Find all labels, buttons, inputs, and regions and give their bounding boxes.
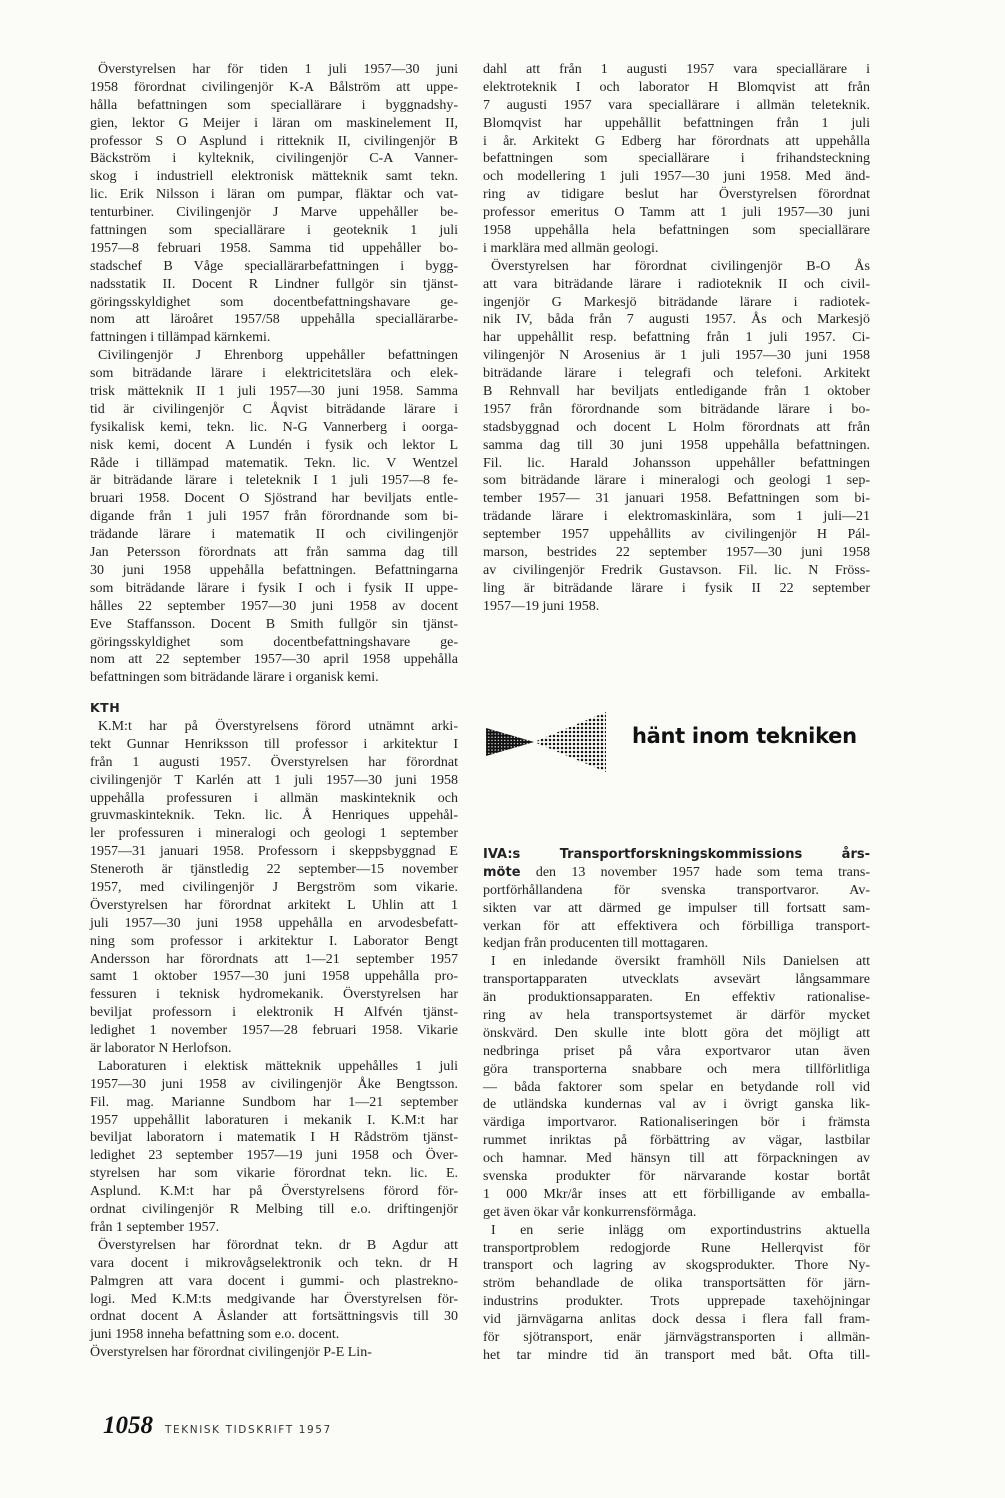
text-line: september 1957 uppehållits av civilingenjör H Pál- — [483, 527, 870, 543]
text-line: ordnat docent A Åslander att fortsättningsvis till 30 — [90, 1309, 458, 1325]
left-column-top-text — [90, 61, 458, 687]
text-line: transportapparaten utvecklats avsevärt långsammare — [483, 972, 870, 988]
text-line: verkan för att effektivera och förbilliga transport- — [483, 918, 870, 934]
text-line: ledighet 1 november 1957—28 februari 1958. Vikarie — [90, 1023, 458, 1039]
text-line: tember 1957— 31 januari 1958. Befattningen som bi- — [483, 491, 870, 507]
text-line: Bäckström i kylteknik, civilingenjör C-A Vanner- — [90, 151, 458, 167]
text-line: kedjan från producenten till mottagaren. — [483, 936, 709, 952]
text-line: vara docent i mikrovågselektronik och tekn. dr H — [90, 1255, 458, 1271]
text-line: stadschef B Våge speciallärarbefattningen i bygg- — [90, 258, 458, 274]
page-footer — [103, 1412, 332, 1440]
text-line: vid järnvägarna anlitas dock dessa i flera fall fram- — [483, 1312, 870, 1328]
page-number: 1058 — [103, 1412, 153, 1439]
text-line: sikten var att därmed ge impulser till fortsatt sam- — [483, 900, 870, 916]
text-line: ler professuren i mineralogi och geologi 1 september — [90, 826, 458, 842]
text-line: tid är civilingenjör C Åqvist biträdande lärare i — [90, 401, 458, 417]
paragraph — [90, 61, 458, 347]
text-line: ingenjör G Markesjö biträdande lärare i radiotek- — [483, 294, 870, 310]
text-line: 1958 uppehålla hela befattningen som speciallärare — [483, 223, 870, 239]
text-line: i marklära med allmän geologi. — [483, 240, 659, 256]
text-line: 1957—31 januari 1958. Professorn i skeppsbyggnad E — [90, 844, 458, 860]
text-line: gruvmaskinteknik. Tekn. lic. Å Henriques uppehål- — [90, 808, 458, 824]
text-line: göra transporterna snabbare och mera tillförlitliga — [483, 1061, 870, 1077]
text-line: Laboraturen i elektisk mätteknik uppehålles 1 juli — [98, 1058, 458, 1074]
text-line: transportproblem redogjorde Rune Hellerqvist för — [483, 1240, 870, 1256]
text-line: logi. Med K.M:ts medgivande har Överstyrelsen för- — [90, 1291, 458, 1307]
text-line: nom att 22 september 1957—30 april 1958 uppehålla — [90, 652, 458, 668]
text-line: 1957 från förordnande som biträdande lärare i bo- — [483, 401, 870, 417]
text-line: industrins produkter. Trots upprepade taxehöjningar — [483, 1294, 870, 1310]
text-line: ling är biträdande lärare i fysik II 22 september — [483, 580, 870, 596]
text-line: 1957—8 februari 1958. Samma tid uppehåller bo- — [90, 240, 458, 256]
text-line: gien, lektor G Meijer i läran om maskinelement II, — [90, 115, 458, 131]
text-line: och modellering 1 juli 1957—30 juni 1958. Med änd- — [483, 169, 870, 185]
text-line: bruari 1958. Docent O Sjöstrand har beviljats entle- — [90, 491, 458, 507]
text-line: för sjötransport, enär järnvägstransporten i allmän- — [483, 1330, 870, 1346]
text-line: och hamnar. Med hänsyn till att förpackningen av — [483, 1151, 870, 1167]
text-line: Fil. mag. Marianne Sundbom har 1—21 september — [90, 1094, 458, 1110]
text-line: digande från 1 juli 1957 från förordnande som bi- — [90, 509, 458, 525]
text-line: K.M:t har på Överstyrelsens förord utnämnt arki- — [98, 719, 458, 734]
text-line: uppehålla professuren i allmän maskinteknik och — [90, 790, 458, 806]
text-line: att vara biträdande lärare i radioteknik II och civil- — [483, 276, 870, 292]
text-line: — båda faktorer som spelar en betydande roll vid — [483, 1079, 870, 1095]
text-line: 7 augusti 1957 vara speciallärare i allmän teleteknik. — [483, 97, 870, 113]
text-line: juni 1958 inneha befattning som e.o. docent. — [90, 1327, 340, 1343]
paragraph — [90, 718, 458, 1058]
text-line: värdiga importvaror. Rationaliseringen bör i främsta — [483, 1115, 870, 1131]
text-line: fattningen i tillämpad kärnkemi. — [90, 330, 271, 346]
text-line: I en inledande översikt framhöll Nils Danielsen att — [491, 954, 870, 970]
text-line: ström behandlade de olika transportsätten för järn- — [483, 1276, 870, 1292]
text-line: nik IV, båda från 7 augusti 1957. Ås och Markesjö — [483, 312, 870, 328]
paragraph — [483, 1222, 870, 1365]
text-line: 30 juni 1958 uppehålla befattningen. Befattningarna — [90, 562, 458, 578]
text-line: Asplund. K.M:t har på Överstyrelsens förord för- — [90, 1184, 458, 1200]
text-line: som biträdande lärare i mineralogi och geologi 1 sep- — [483, 473, 870, 489]
text-line: 1957—30 juni 1958 av civilingenjör Åke Bengtsson. — [90, 1076, 458, 1092]
text-line: elektroteknik I och laborator H Blomqvist att från — [483, 79, 870, 95]
text-line: professor emeritus O Tamm att 1 juli 1957—30 juni — [483, 205, 870, 221]
text-line: nom att läroåret 1957/58 uppehålla speciallärarbe- — [90, 312, 458, 328]
text-line: stadsbyggnad och docent L Holm förordnats att från — [483, 419, 870, 435]
text-line: har uppehållit resp. befattning från 1 juli 1957. Ci- — [483, 330, 870, 346]
text-line: göringsskyldighet som docentbefattningshavare ge- — [90, 294, 458, 310]
text-line: rummet inriktas på förbättring av vägar, lastbilar — [483, 1133, 870, 1149]
text-line: fattningen som speciallärare i geoteknik 1 juli — [90, 223, 458, 239]
text-line: hålles 22 september 1957—30 juni 1958 av docent — [90, 598, 458, 614]
text-line: 1957—19 juni 1958. — [483, 598, 600, 614]
text-line — [483, 864, 870, 882]
iva-article-text — [483, 846, 870, 1365]
text-line: beviljat professorn i elektronik H Alfvén tjänst- — [90, 1005, 458, 1021]
text-line: ring av tidigare beslut har Överstyrelsen förordnat — [483, 187, 870, 203]
text-line: Jan Petersson förordnats att från samma dag till — [90, 545, 458, 561]
text-line: göringsskyldighet som docentbefattningshavare ge- — [90, 634, 458, 650]
paragraph — [90, 1344, 458, 1362]
section-heading-kth: KTH — [90, 700, 121, 715]
article-lead-title: möte — [483, 864, 521, 880]
article-lead-title: IVA:s Transportforskningskommissions års- — [483, 847, 870, 862]
text-line: trisk mätteknik II 1 juli 1957—30 juni 1958. Samma — [90, 384, 458, 400]
text-line: styrelsen har som vikarie förordnat tekn. lic. E. — [90, 1166, 458, 1182]
text-line: samma dag till 30 juni 1958 uppehålla befattningen. — [483, 437, 870, 453]
text-line: Överstyrelsen har förordnat tekn. dr B Agdur att — [98, 1237, 458, 1253]
text-line: från 1 september 1957. — [90, 1219, 220, 1235]
text-line: de utländska kundernas val av i övrigt ganska lik- — [483, 1097, 870, 1113]
text-line: ledighet 23 september 1957—19 juni 1958 och Över- — [90, 1148, 458, 1164]
paragraph — [483, 953, 870, 1221]
text-line: tenturbiner. Civilingenjör J Marve uppehåller be- — [90, 205, 458, 221]
text-line: nadsstatik II. Docent R Lindner fullgör sin tjänst- — [90, 276, 458, 292]
halftone-bowtie-icon — [484, 710, 608, 774]
text-line: i år. Arkitekt G Edberg har förordnats att uppehålla — [483, 133, 870, 149]
text-line: hålla befattningen som speciallärare i byggnadshy- — [90, 97, 458, 113]
text-line: 1 000 Mkr/år inses att ett förbilligande av emballa- — [483, 1186, 870, 1202]
text-line: är biträdande lärare i teleteknik I 1 juli 1957—8 fe- — [90, 473, 458, 489]
text-line: transport och lagring av skogsprodukter. Thore Ny- — [483, 1258, 870, 1274]
kth-section-text — [90, 718, 458, 1362]
text-line: trädande lärare i elektromaskinlära, som 1 juli—21 — [483, 509, 870, 525]
text-line: juli 1957—30 juni 1958 uppehålla en arvodesbefatt- — [90, 915, 458, 931]
text-line: skog i industriell elektronisk mätteknik samt tekn. — [90, 169, 458, 185]
text-line: biträdande lärare i telegrafi och telefoni. Arkitekt — [483, 366, 870, 382]
paragraph — [90, 347, 458, 687]
text-line: civilingenjör T Karlén att 1 juli 1957—30 juni 1958 — [90, 772, 458, 788]
text-line: fessuren i teknisk hydromekanik. Överstyrelsen har — [90, 987, 458, 1003]
text-line: Överstyrelsen har för tiden 1 juli 1957—30 juni — [98, 62, 458, 77]
text-line: Överstyrelsen har förordnat civilingenjör B-O Ås — [491, 258, 870, 274]
text-line: Blomqvist har uppehållit befattningen från 1 juli — [483, 115, 870, 131]
right-column-top-text — [483, 61, 870, 616]
text-line: Överstyrelsen har förordnat arkitekt L Uhlin att 1 — [90, 897, 458, 913]
text-line: dahl att från 1 augusti 1957 vara speciallärare i — [483, 62, 870, 77]
paragraph — [483, 61, 870, 258]
text-line: fysikalisk kemi, tekn. lic. N-G Vannerberg i oorga- — [90, 419, 458, 435]
text-line: är laborator N Herlofson. — [90, 1041, 232, 1057]
section-title: hänt inom tekniken — [632, 724, 857, 748]
text-line: befattningen som speciallärare i frihandsteckning — [483, 151, 870, 167]
paragraph — [483, 258, 870, 616]
text-line: Fil. lic. Harald Johansson uppehåller befattningen — [483, 455, 870, 471]
text-line: nedbringa priset på våra exportvaror utan även — [483, 1043, 870, 1059]
journal-name: TEKNISK TIDSKRIFT 1957 — [165, 1424, 332, 1436]
text-line: av civilingenjör Fredrik Gustavson. Fil. lic. N Fröss- — [483, 562, 870, 578]
text-line: nisk kemi, docent A Lundén i fysik och lektor L — [90, 437, 458, 453]
text-line: Råde i tillämpad matematik. Tekn. lic. V Wentzel — [90, 455, 458, 471]
text-line: 1957 uppehållit laboraturen i mekanik I. K.M:t har — [90, 1112, 458, 1128]
text-line: vilingenjör N Arosenius är 1 juli 1957—30 juni 1958 — [483, 348, 870, 364]
text-line: 1957, med civilingenjör J Bergström som vikarie. — [90, 880, 458, 896]
text-line: beviljat laboratorn i matematik I H Rådström tjänst- — [90, 1130, 458, 1146]
text-line: från 1 augusti 1957. Överstyrelsen har förordnat — [90, 754, 458, 770]
text-line: 1958 förordnat civilingenjör K-A Bålström att uppe- — [90, 79, 458, 95]
text-line: svenska produkter för närvarande kostar bortåt — [483, 1169, 870, 1185]
text-line: trädande lärare i matematik II och civilingenjör — [90, 527, 458, 543]
text-line: portförhållandena för svenska transportvaror. Av- — [483, 882, 870, 898]
text-line: Civilingenjör J Ehrenborg uppehåller befattningen — [98, 348, 458, 364]
text-line: marson, bestrides 22 september 1957—30 juni 1958 — [483, 545, 870, 561]
text-line: Andersson har förordnats att 1—21 september 1957 — [90, 951, 458, 967]
text-line: samt 1 oktober 1957—30 juni 1958 uppehålla pro- — [90, 969, 458, 985]
text-line: Överstyrelsen har förordnat civilingenjör P-E Lin- — [90, 1345, 372, 1361]
text-line: ordnat civilingenjör R Melbing till e.o. driftingenjör — [90, 1202, 458, 1218]
text-line: tekt Gunnar Henriksson till professor i arkitektur I — [90, 736, 458, 752]
text-line: het tar mindre tid än transport med båt. Ofta till- — [483, 1347, 870, 1363]
text-line: I en serie inlägg om exportindustrins aktuella — [491, 1222, 870, 1238]
text-line: Palmgren att vara docent i gummi- och plastrekno- — [90, 1273, 458, 1289]
text-line: lic. Erik Nilsson i läran om pumpar, fläktar och vat- — [90, 187, 458, 203]
paragraph — [483, 846, 870, 953]
text-line: ning som professor i arkitektur I. Laborator Bengt — [90, 933, 458, 949]
text-line: som biträdande lärare i fysik I och i fysik II uppe- — [90, 580, 458, 596]
text-line: än produktionsapparaten. En effektiv rationalise- — [483, 990, 870, 1006]
text-line: Steneroth är tjänstledig 22 september—15 november — [90, 862, 458, 878]
text-line: befattningen som biträdande lärare i organisk kemi. — [90, 670, 379, 686]
paragraph — [90, 1237, 458, 1344]
text-line: professor S O Asplund i ritteknik II, civilingenjör B — [90, 133, 458, 149]
text-line: get även ökar vår konkurrensförmåga. — [483, 1204, 697, 1220]
text-line: ring av hela transportsystemet är därför mycket — [483, 1008, 870, 1024]
text-line: Eve Staffansson. Docent B Smith fullgör sin tjänst- — [90, 616, 458, 632]
text-line: som biträdande lärare i elektricitetslära och elek- — [90, 366, 458, 382]
text-run: den 13 november 1957 hade som tema trans- — [520, 864, 870, 880]
text-line: B Rehnvall har beviljats entledigande från 1 oktober — [483, 384, 870, 400]
text-line: önskvärd. Den skulle inte blott göra det möjligt att — [483, 1025, 870, 1041]
paragraph — [90, 1058, 458, 1237]
text-line — [483, 846, 870, 864]
